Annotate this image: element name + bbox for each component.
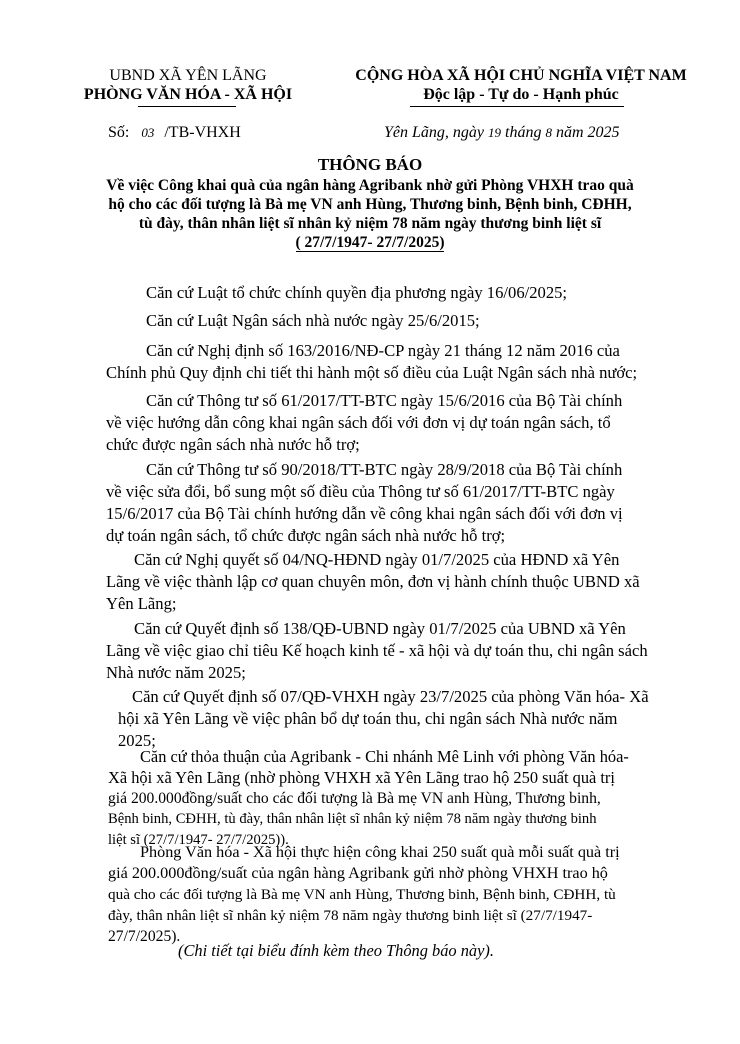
paragraph-line: Xã hội xã Yên Lãng (nhờ phòng VHXH xã Yên Lãng trao hộ 250 suất quà trị: [108, 768, 615, 787]
document-subtitle: [60, 176, 680, 252]
legal-basis-paragraph: [106, 340, 674, 384]
legal-basis-paragraph: Căn cứ Luật Ngân sách nhà nước ngày 25/6/2015;: [146, 311, 480, 330]
authority-line-2: PHÒNG VĂN HÓA - XÃ HỘI: [83, 86, 293, 103]
paragraph-line: 15/6/2017 của Bộ Tài chính hướng dẫn về công khai ngân sách đối với đơn vị: [106, 504, 623, 523]
attachment-note: (Chi tiết tại biểu đính kèm theo Thông báo này).: [178, 941, 494, 960]
motto: Độc lập - Tự do - Hạnh phúc: [423, 86, 619, 103]
paragraph-line: Yên Lãng;: [106, 594, 177, 613]
paragraph-line: Căn cứ Quyết định số 07/QĐ-VHXH ngày 23/7/2025 của phòng Văn hóa- Xã: [132, 687, 649, 706]
number-suffix: /TB-VHXH: [164, 124, 241, 141]
number-prefix: Số:: [108, 124, 130, 141]
document-date: [384, 124, 620, 142]
paragraph-line: Phòng Văn hóa - Xã hội thực hiện công khai 250 suất quà mỗi suất quà trị: [140, 843, 620, 861]
subtitle-line: Về việc Công khai quà của ngân hàng Agribank nhờ gửi Phòng VHXH trao quà: [106, 177, 634, 194]
announcement-paragraph: [108, 842, 676, 947]
date-year: năm 2025: [555, 124, 620, 141]
paragraph-line: giá 200.000đồng/suất của ngân hàng Agribank gửi nhờ phòng VHXH trao hộ: [108, 864, 608, 882]
authority-underline: [138, 106, 236, 107]
paragraph-line: quà cho các đối tượng là Bà mẹ VN anh Hùng, Thương binh, Bệnh binh, CĐHH, tù: [108, 886, 616, 903]
paragraph-line: dự toán ngân sách, tổ chức được ngân sách nhà nước hỗ trợ;: [106, 526, 506, 545]
paragraph-line: Căn cứ Nghị quyết số 04/NQ-HĐND ngày 01/7/2025 của HĐND xã Yên: [134, 550, 620, 569]
paragraph-line: về việc sửa đổi, bổ sung một số điều của Thông tư số 61/2017/TT-BTC ngày: [106, 482, 615, 501]
date-month: 8: [545, 125, 552, 140]
paragraph-line: chức được ngân sách nhà nước hỗ trợ;: [106, 435, 360, 454]
paragraph-line: hội xã Yên Lãng về việc phân bổ dự toán thu, chi ngân sách Nhà nước năm: [118, 709, 618, 728]
paragraph-line: Lãng về việc giao chỉ tiêu Kế hoạch kinh tế - xã hội và dự toán thu, chi ngân sách: [106, 641, 648, 660]
paragraph-line: Bệnh binh, CĐHH, tù đày, thân nhân liệt sĩ nhân kỷ niệm 78 năm ngày thương binh: [108, 811, 597, 827]
paragraph-line: Lãng về việc thành lập cơ quan chuyên môn, đơn vị hành chính thuộc UBND xã: [106, 572, 640, 591]
country-name: CỘNG HÒA XÃ HỘI CHỦ NGHĨA VIỆT NAM: [355, 67, 687, 84]
paragraph-line: Căn cứ Thông tư số 90/2018/TT-BTC ngày 28/9/2018 của Bộ Tài chính: [146, 460, 623, 479]
paragraph-line: Nhà nước năm 2025;: [106, 663, 246, 682]
paragraph-line: đày, thân nhân liệt sĩ nhân kỷ niệm 78 năm ngày thương binh liệt sĩ (27/7/1947-: [108, 907, 593, 924]
paragraph-line: Căn cứ Quyết định số 138/QĐ-UBND ngày 01/7/2025 của UBND xã Yên: [134, 619, 626, 638]
paragraph-line: Căn cứ thỏa thuận của Agribank - Chi nhánh Mê Linh với phòng Văn hóa-: [140, 747, 629, 766]
date-place: Yên Lãng, ngày: [384, 124, 484, 141]
paragraph-line: 2025;: [118, 731, 156, 750]
document-title: THÔNG BÁO: [317, 155, 423, 174]
date-day: 19: [488, 125, 501, 140]
paragraph-line: Chính phủ Quy định chi tiết thi hành một số điều của Luật Ngân sách nhà nước;: [106, 363, 638, 382]
legal-basis-paragraph: [106, 459, 674, 547]
subtitle-date-range: ( 27/7/1947- 27/7/2025): [295, 234, 445, 251]
motto-underline: [410, 106, 624, 107]
date-month-word: tháng: [505, 124, 542, 141]
number-value: 03: [141, 125, 155, 140]
paragraph-line: Căn cứ Thông tư số 61/2017/TT-BTC ngày 15/6/2016 của Bộ Tài chính: [146, 391, 623, 410]
paragraph-line: liệt sĩ (27/7/1947- 27/7/2025)).: [108, 832, 289, 848]
national-motto: [328, 66, 714, 104]
paragraph-line: 27/7/2025).: [108, 928, 181, 945]
paragraph-line: Căn cứ Nghị định số 163/2016/NĐ-CP ngày 21 tháng 12 năm 2016 của: [146, 341, 620, 360]
legal-basis-paragraph: [106, 390, 674, 456]
document-number: [108, 124, 241, 142]
legal-basis-paragraph: [108, 686, 676, 752]
paragraph-line: giá 200.000đồng/suất cho các đối tượng là Bà mẹ VN anh Hùng, Thương binh,: [108, 790, 601, 807]
agreement-paragraph: [108, 746, 676, 851]
legal-basis-paragraph: [106, 618, 674, 684]
paragraph-line: về việc hướng dẫn công khai ngân sách đối với đơn vị dự toán ngân sách, tổ: [106, 413, 611, 432]
authority-line-1: UBND XÃ YÊN LÃNG: [109, 67, 267, 84]
issuing-authority: [70, 66, 306, 104]
legal-basis-paragraph: Căn cứ Luật tổ chức chính quyền địa phương ngày 16/06/2025;: [146, 283, 568, 302]
subtitle-line: tù đày, thân nhân liệt sĩ nhân kỷ niệm 78 năm ngày thương binh liệt sĩ: [138, 215, 602, 232]
subtitle-line: hộ cho các đối tượng là Bà mẹ VN anh Hùng, Thương binh, Bệnh binh, CĐHH,: [108, 196, 632, 213]
legal-basis-paragraph: [106, 549, 674, 615]
